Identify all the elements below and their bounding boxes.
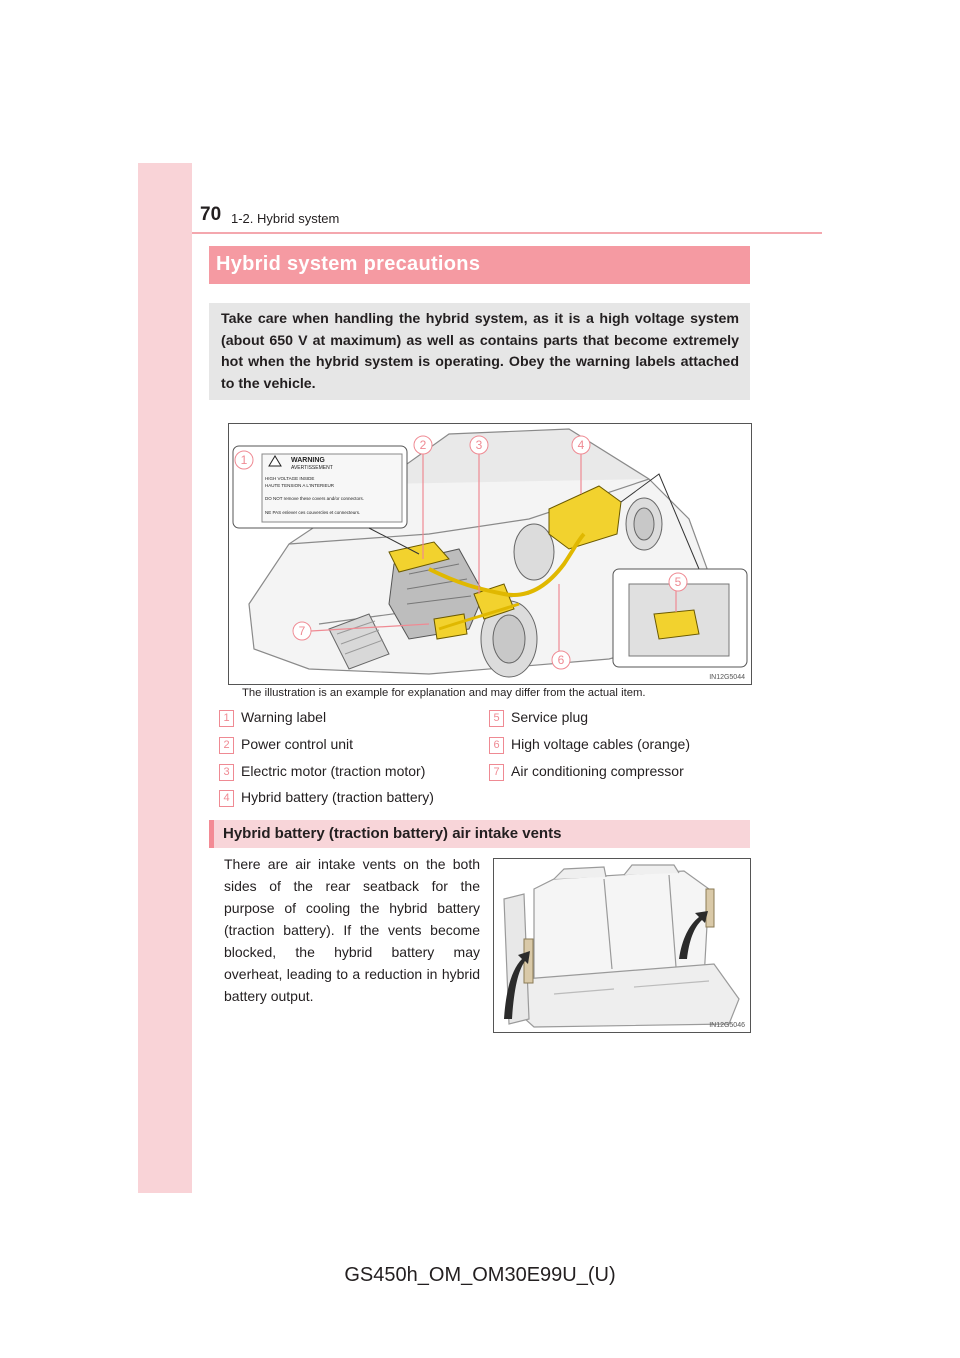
figure-caption: The illustration is an example for explanation and may differ from the actual item. — [242, 687, 646, 699]
chapter-heading: 1-2. Hybrid system — [231, 211, 340, 226]
legend-label: Service plug — [511, 709, 589, 725]
subsection-accent-bar — [209, 820, 214, 848]
page-number: 70 — [200, 204, 222, 225]
callout-7: 7 — [298, 624, 306, 638]
warning-label-line: DO NOT remove these covers and/or connectors. — [265, 496, 364, 501]
legend-number: 7 — [489, 764, 504, 781]
car-illustration-svg — [229, 424, 751, 684]
document-code-footer: GS450h_OM_OM30E99U_(U) — [344, 1264, 616, 1286]
legend-number: 6 — [489, 737, 504, 754]
legend-label: Air conditioning compressor — [511, 763, 684, 779]
warning-label-subtitle: AVERTISSEMENT — [291, 465, 333, 471]
legend-number: 5 — [489, 710, 504, 727]
figure-code: IN12G5046 — [709, 1022, 745, 1029]
hybrid-components-illustration — [228, 423, 752, 685]
callout-1: 1 — [240, 453, 248, 467]
legend-number: 3 — [219, 764, 234, 781]
section-title: Hybrid system precautions — [216, 253, 481, 275]
warning-label-title: WARNING — [291, 457, 325, 464]
legend-number: 1 — [219, 710, 234, 727]
legend-label: Electric motor (traction motor) — [241, 763, 426, 779]
rear-seat — [504, 865, 739, 1027]
legend-number: 4 — [219, 790, 234, 807]
legend-number: 2 — [219, 737, 234, 754]
subsection-title: Hybrid battery (traction battery) air intake vents — [223, 825, 562, 842]
side-tab — [138, 163, 192, 1193]
section-banner — [209, 246, 750, 284]
figure-code: IN12G5044 — [709, 674, 745, 681]
intro-text: Take care when handling the hybrid system, as it is a high voltage system (about 650 V at maximum) as well as contains parts that become extremely hot when the hybrid system is operating. Obey the warning labels attached to the vehicle. — [221, 311, 739, 392]
warning-label-line: NE PAS enlever ces couvercles et connecteurs. — [265, 510, 361, 515]
rear-seat-svg — [494, 859, 750, 1032]
callout-3: 3 — [475, 438, 483, 452]
rear-seat-vents-illustration — [493, 858, 751, 1033]
intro-box — [209, 303, 750, 400]
legend-label: Power control unit — [241, 736, 354, 752]
warning-label-line: HAUTE TENSION A L'INTERIEUR — [265, 483, 335, 488]
callout-5: 5 — [674, 575, 682, 589]
air-intake-description: There are air intake vents on the both sides of the rear seatback for the purpose of cooling the hybrid battery (traction battery). If the vents become blocked, the hybrid battery may overheat, leading to a reduction in hybrid battery output. — [224, 856, 480, 1004]
callout-4: 4 — [577, 438, 585, 452]
header-rule — [192, 232, 822, 234]
callout-6: 6 — [557, 653, 565, 667]
warning-label-line: HIGH VOLTAGE INSIDE — [265, 476, 315, 481]
legend-label: Hybrid battery (traction battery) — [241, 789, 434, 805]
legend-label: Warning label — [241, 709, 327, 725]
service-plug — [654, 610, 699, 639]
legend-label: High voltage cables (orange) — [511, 736, 690, 752]
callout-2: 2 — [419, 438, 427, 452]
subsection-banner — [209, 820, 750, 848]
right-air-intake-vent — [706, 889, 714, 927]
